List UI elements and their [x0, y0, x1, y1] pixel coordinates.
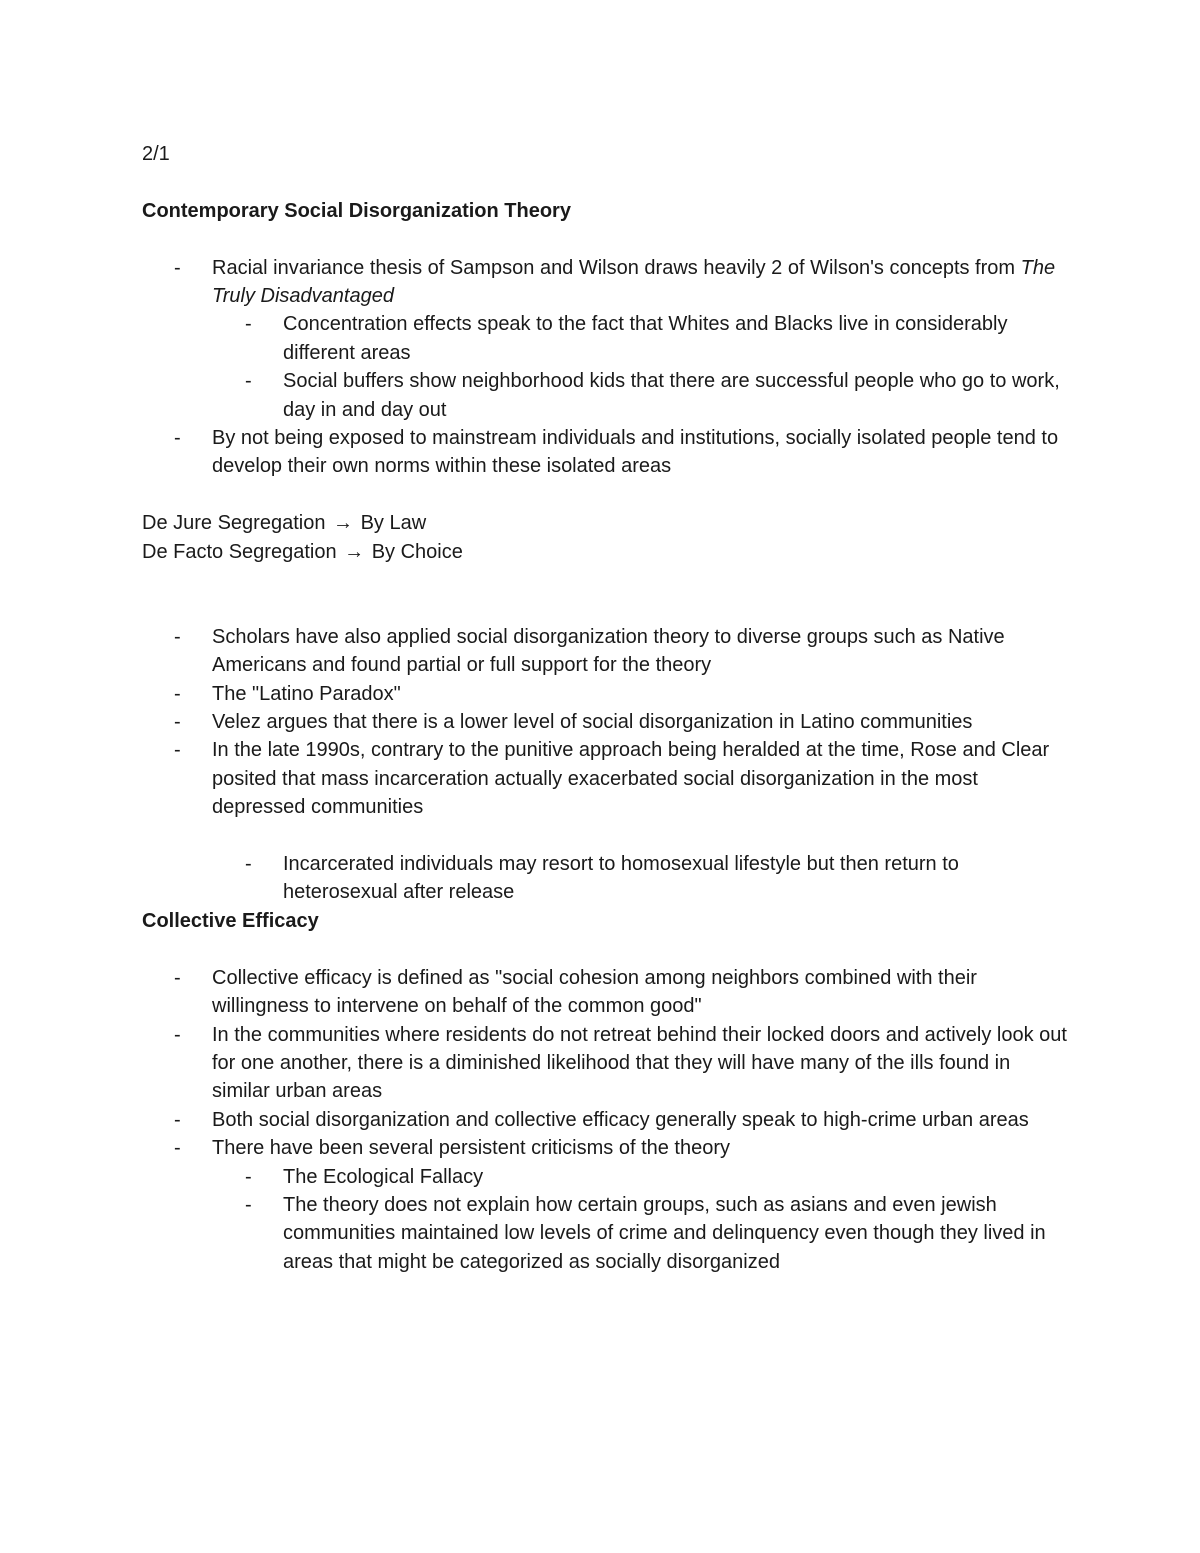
- bullet-dash: -: [174, 625, 181, 648]
- bullet-dash: -: [174, 256, 181, 279]
- bullet-dash: -: [174, 427, 181, 450]
- bullet-ecological-fallacy: - The Ecological Fallacy: [142, 1163, 1072, 1191]
- bullet-dash: -: [174, 966, 181, 989]
- bullet-dash: -: [174, 1108, 181, 1131]
- bullet-criticisms: - There have been several persistent criticisms of the theory: [142, 1134, 1072, 1162]
- bullet-social-buffers: - Social buffers show neighborhood kids that there are successful people who go to work, day in and day out: [142, 367, 1072, 424]
- note-date: 2/1: [142, 143, 170, 165]
- bullet-native-americans: - Scholars have also applied social disorganization theory to diverse groups such as Native Americans and found partial or full support for the theory: [142, 623, 1072, 680]
- de-jure-line: De Jure Segregation → By Law: [142, 512, 427, 535]
- bullet-dash: -: [174, 1137, 181, 1160]
- arrow-right-icon: →: [333, 512, 354, 535]
- bullet-dash: -: [245, 313, 252, 336]
- de-facto-line: De Facto Segregation → By Choice: [142, 540, 463, 563]
- arrow-right-icon: →: [344, 540, 365, 563]
- bullet-groups-exception: - The theory does not explain how certain groups, such as asians and even jewish communities maintained low levels of crime and delinquency even though they lived in areas that might be categorized as socially disorganized: [142, 1191, 1072, 1276]
- bullet-racial-invariance: - Racial invariance thesis of Sampson and Wilson draws heavily 2 of Wilson's concepts from The Truly Disadvantaged: [142, 254, 1072, 311]
- bullet-dash: -: [174, 1023, 181, 1046]
- bullet-dash: -: [174, 711, 181, 734]
- document-page: [142, 140, 1072, 1276]
- bullet-rose-clear: - In the late 1990s, contrary to the punitive approach being heralded at the time, Rose and Clear posited that mass incarceration actually exacerbated social disorganization in the most depressed communities: [142, 736, 1072, 821]
- bullet-latino-paradox: - The "Latino Paradox": [142, 680, 1072, 708]
- bullet-social-isolation: - By not being exposed to mainstream individuals and institutions, socially isolated people tend to develop their own norms within these isolated areas: [142, 424, 1072, 481]
- bullet-incarcerated: - Incarcerated individuals may resort to homosexual lifestyle but then return to heterosexual after release: [142, 850, 1072, 907]
- bullet-dash: -: [245, 853, 252, 876]
- bullet-velez: - Velez argues that there is a lower level of social disorganization in Latino communities: [142, 708, 1072, 736]
- heading-collective-efficacy: Collective Efficacy: [142, 909, 319, 932]
- bullet-dash: -: [174, 682, 181, 705]
- bullet-dash: -: [174, 739, 181, 762]
- bullet-high-crime: - Both social disorganization and collective efficacy generally speak to high-crime urban areas: [142, 1106, 1072, 1134]
- bullet-concentration-effects: - Concentration effects speak to the fact that Whites and Blacks live in considerably different areas: [142, 310, 1072, 367]
- bullet-dash: -: [245, 1165, 252, 1188]
- book-title: The Truly Disadvantaged: [212, 256, 1056, 307]
- bullet-locked-doors: - In the communities where residents do not retreat behind their locked doors and actively look out for one another, there is a diminished likelihood that they will have many of the ills found in similar urban areas: [142, 1021, 1072, 1106]
- bullet-dash: -: [245, 370, 252, 393]
- bullet-dash: -: [245, 1193, 252, 1216]
- bullet-efficacy-definition: - Collective efficacy is defined as "social cohesion among neighbors combined with their willingness to intervene on behalf of the common good": [142, 964, 1072, 1021]
- heading-contemporary-theory: Contemporary Social Disorganization Theory: [142, 199, 571, 222]
